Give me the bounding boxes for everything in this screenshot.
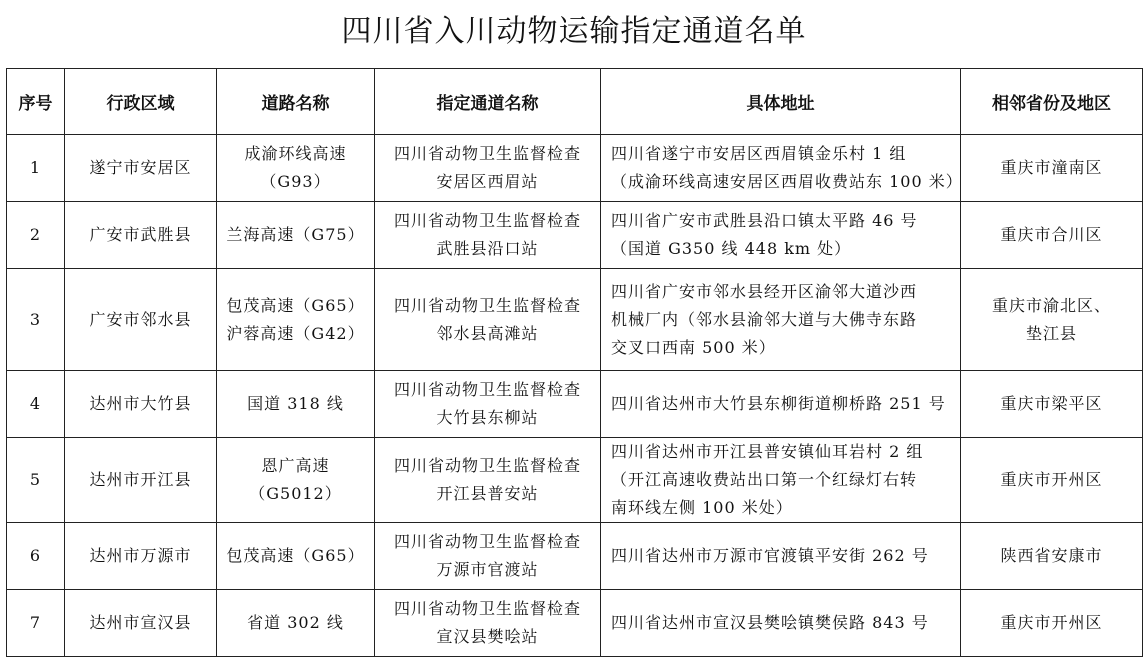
cell-road [217, 438, 375, 523]
neighbor-line: 垫江县 [1025, 323, 1077, 343]
table-header-row [7, 69, 1143, 135]
cell-index: 2 [7, 202, 65, 269]
cell-index: 5 [7, 438, 65, 523]
header-district: 行政区域 [65, 69, 217, 135]
address-line: 交叉口西南 500 米） [611, 337, 776, 357]
cell-channel [375, 523, 601, 590]
address-line: 四川省遂宁市安居区西眉镇金乐村 1 组 [611, 144, 907, 163]
cell-neighbor [961, 590, 1143, 657]
neighbor-line: 重庆市渝北区、 [991, 295, 1111, 315]
road-line: （G93） [260, 172, 331, 191]
cell-channel [375, 269, 601, 371]
header-neighbor: 相邻省份及地区 [961, 69, 1143, 135]
neighbor-line: 重庆市开州区 [1000, 613, 1103, 632]
channel-line: 开江县普安站 [436, 484, 539, 503]
cell-channel [375, 438, 601, 523]
road-line: 包茂高速（G65） [226, 546, 365, 565]
road-line: 成渝环线高速 [244, 144, 347, 163]
header-index: 序号 [7, 69, 65, 135]
channel-line: 四川省动物卫生监督检查 [393, 144, 581, 163]
cell-channel [375, 202, 601, 269]
table-row [7, 269, 1143, 371]
cell-address [601, 371, 961, 438]
cell-channel [375, 590, 601, 657]
channel-line: 四川省动物卫生监督检查 [393, 380, 581, 399]
address-line: 机械厂内（邻水县渝邻大道与大佛寺东路 [611, 309, 918, 329]
channel-line: 大竹县东柳站 [436, 408, 539, 427]
page-title: 四川省入川动物运输指定通道名单 [341, 14, 807, 49]
neighbor-line: 重庆市梁平区 [1000, 394, 1103, 413]
address-line: 四川省达州市万源市官渡镇平安街 262 号 [611, 546, 929, 565]
cell-neighbor [961, 135, 1143, 202]
cell-road [217, 590, 375, 657]
cell-channel [375, 371, 601, 438]
cell-index: 6 [7, 523, 65, 590]
channel-line: 四川省动物卫生监督检查 [393, 295, 581, 315]
cell-neighbor [961, 371, 1143, 438]
address-line: 四川省达州市大竹县东柳街道柳桥路 251 号 [611, 394, 946, 413]
cell-neighbor [961, 438, 1143, 523]
header-channel: 指定通道名称 [375, 69, 601, 135]
cell-district: 广安市邻水县 [65, 269, 217, 371]
cell-index: 7 [7, 590, 65, 657]
cell-index: 3 [7, 269, 65, 371]
address-line: 四川省达州市开江县普安镇仙耳岩村 2 组 [611, 442, 924, 461]
road-line: 恩广高速 [261, 456, 330, 475]
address-line: 南环线左侧 100 米处） [611, 498, 793, 517]
channel-line: 四川省动物卫生监督检查 [393, 599, 581, 618]
table-row [7, 202, 1143, 269]
address-line: （成渝环线高速安居区西眉收费站东 100 米） [611, 172, 963, 191]
cell-road [217, 523, 375, 590]
cell-district: 达州市万源市 [65, 523, 217, 590]
address-line: （开江高速收费站出口第一个红绿灯右转 [611, 470, 918, 489]
road-line: 国道 318 线 [247, 394, 344, 413]
road-line: 省道 302 线 [247, 613, 344, 632]
neighbor-line: 重庆市合川区 [1000, 225, 1103, 244]
address-line: （国道 G350 线 448 km 处） [611, 239, 852, 258]
channel-line: 邻水县高滩站 [436, 323, 539, 343]
cell-district: 达州市开江县 [65, 438, 217, 523]
cell-district: 广安市武胜县 [65, 202, 217, 269]
channel-line: 宣汉县樊哙站 [436, 627, 539, 646]
table-row [7, 438, 1143, 523]
cell-address [601, 269, 961, 371]
table-row [7, 523, 1143, 590]
table-row [7, 135, 1143, 202]
channel-line: 四川省动物卫生监督检查 [393, 456, 581, 475]
cell-road [217, 202, 375, 269]
channel-line: 万源市官渡站 [436, 560, 539, 579]
cell-road [217, 371, 375, 438]
channel-line: 四川省动物卫生监督检查 [393, 211, 581, 230]
cell-neighbor [961, 269, 1143, 371]
channel-line: 安居区西眉站 [436, 172, 539, 191]
neighbor-line: 重庆市开州区 [1000, 470, 1103, 489]
address-line: 四川省广安市邻水县经开区渝邻大道沙西 [611, 281, 918, 301]
neighbor-line: 重庆市潼南区 [1000, 158, 1103, 177]
cell-district: 遂宁市安居区 [65, 135, 217, 202]
cell-neighbor [961, 202, 1143, 269]
road-line: 包茂高速（G65） [226, 295, 365, 315]
channel-line: 武胜县沿口站 [436, 239, 539, 258]
address-line: 四川省广安市武胜县沿口镇太平路 46 号 [611, 211, 918, 230]
header-road: 道路名称 [217, 69, 375, 135]
road-line: （G5012） [249, 484, 342, 503]
cell-address [601, 523, 961, 590]
road-line: 兰海高速（G75） [226, 225, 365, 244]
cell-road [217, 135, 375, 202]
cell-road [217, 269, 375, 371]
cell-district: 达州市大竹县 [65, 371, 217, 438]
cell-address [601, 202, 961, 269]
cell-address [601, 438, 961, 523]
cell-district: 达州市宣汉县 [65, 590, 217, 657]
neighbor-line: 陕西省安康市 [1000, 546, 1103, 565]
cell-address [601, 590, 961, 657]
channel-line: 四川省动物卫生监督检查 [393, 532, 581, 551]
table-row [7, 590, 1143, 657]
cell-address [601, 135, 961, 202]
cell-channel [375, 135, 601, 202]
address-line: 四川省达州市宣汉县樊哙镇樊侯路 843 号 [611, 613, 929, 632]
cell-neighbor [961, 523, 1143, 590]
channel-table [6, 68, 1143, 657]
table-row [7, 371, 1143, 438]
cell-index: 4 [7, 371, 65, 438]
cell-index: 1 [7, 135, 65, 202]
header-address: 具体地址 [601, 69, 961, 135]
road-line: 沪蓉高速（G42） [226, 323, 365, 343]
